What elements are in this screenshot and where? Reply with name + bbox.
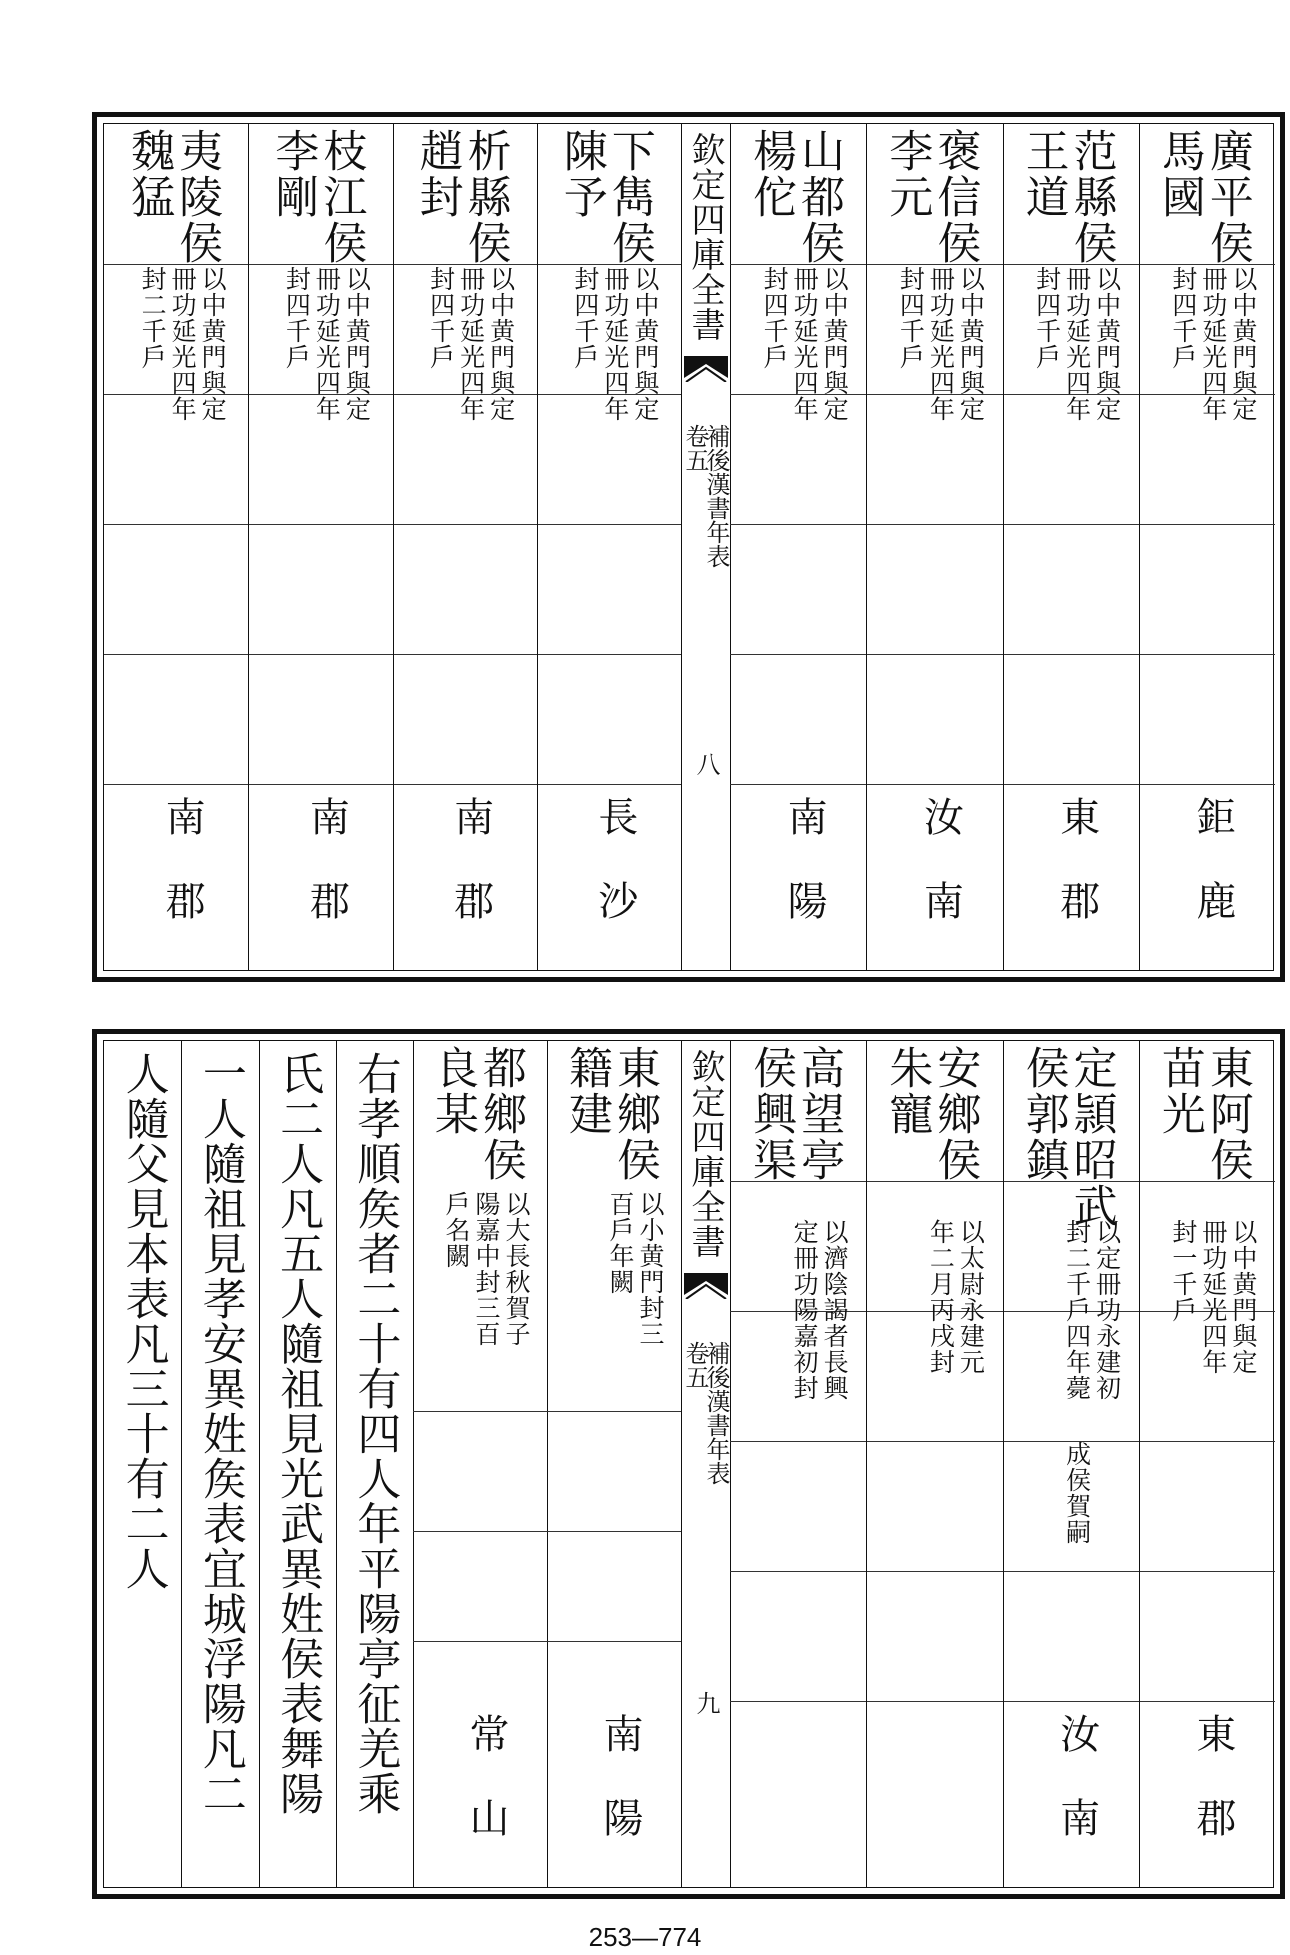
bottom-event-line: 定冊功陽嘉初封 xyxy=(790,1219,820,1401)
top-event-line: 冊功延光四年 xyxy=(1198,266,1228,422)
top-event-line: 封四千戶 xyxy=(1168,266,1198,370)
fish-tail-mark xyxy=(684,356,728,382)
spine-subtitle-b: 卷五 xyxy=(681,1341,709,1389)
spine-subtitle-a: 補後漢書年表 xyxy=(702,424,730,568)
bottom-event-line: 以小黄門封三 xyxy=(636,1191,665,1347)
summary-line: 人隨父見本表凡三十有二人 xyxy=(117,1051,169,1591)
bottom-row-rule xyxy=(413,1531,547,1532)
bottom-event-line: 年二月丙戌封 xyxy=(926,1219,956,1375)
top-column-rule xyxy=(1003,124,1004,970)
top-person-name: 魏猛 xyxy=(123,128,175,220)
top-event-line: 冊功延光四年 xyxy=(1062,266,1092,422)
bottom-person-name: 侯興渠 xyxy=(745,1045,797,1183)
top-commandery: 東郡 xyxy=(1053,796,1100,964)
top-person-name: 馬國 xyxy=(1153,128,1205,220)
top-page-frame xyxy=(92,112,1285,982)
spine-right-rule xyxy=(730,1041,731,1887)
top-event-line: 封四千戶 xyxy=(282,266,312,370)
top-event-line: 封四千戶 xyxy=(570,266,600,370)
bottom-event-line: 封一千戶 xyxy=(1168,1219,1198,1323)
bottom-column-rule xyxy=(866,1041,867,1887)
summary-line: 一人隨祖見孝安異姓矦表宜城浮陽凡二 xyxy=(194,1051,246,1816)
bottom-row-rule xyxy=(547,1411,681,1412)
top-person-name: 王道 xyxy=(1017,128,1069,220)
top-column-rule xyxy=(248,124,249,970)
bottom-fief-name: 定頴昭武 xyxy=(1065,1045,1117,1229)
top-fief-name: 山都侯 xyxy=(793,128,845,266)
top-person-name: 李元 xyxy=(881,128,933,220)
bottom-event-line: 以太尉永建元 xyxy=(956,1219,986,1375)
top-commandery: 鉅鹿 xyxy=(1189,796,1236,964)
top-event-line: 以中黄門與定 xyxy=(198,266,228,422)
spine-title: 欽定四庫全書 xyxy=(685,132,725,342)
bottom-commandery: 東郡 xyxy=(1189,1713,1236,1881)
bottom-person-name: 苗光 xyxy=(1153,1045,1205,1137)
top-person-name: 李剛 xyxy=(267,128,319,220)
spine-subtitle-a: 補後漢書年表 xyxy=(702,1341,730,1485)
top-event-line: 封二千戶 xyxy=(138,266,168,370)
bottom-event-line: 戶名闕 xyxy=(442,1191,471,1269)
spine-leaf-number: 九 xyxy=(692,1691,720,1715)
top-fief-name: 褒信侯 xyxy=(929,128,981,266)
summary-column-rule xyxy=(259,1041,260,1887)
top-column-rule xyxy=(537,124,538,970)
top-event-line: 以中黄門與定 xyxy=(820,266,850,422)
top-fief-name: 夷陵侯 xyxy=(171,128,223,266)
bottom-commandery: 南陽 xyxy=(597,1713,643,1881)
top-fief-name: 析縣侯 xyxy=(459,128,511,266)
bottom-grid xyxy=(104,1041,1273,1887)
summary-column-rule xyxy=(181,1041,182,1887)
top-event-line: 冊功延光四年 xyxy=(312,266,342,422)
top-page-inner-border xyxy=(103,123,1274,971)
bottom-event-line: 陽嘉中封三百 xyxy=(472,1191,501,1347)
bottom-commandery: 常山 xyxy=(463,1713,509,1881)
bottom-row-rule xyxy=(547,1641,681,1642)
bottom-event-line: 封二千戶四年薨 xyxy=(1062,1219,1092,1401)
bottom-column-rule xyxy=(1003,1041,1004,1887)
summary-column-rule xyxy=(336,1041,337,1887)
top-commandery: 南陽 xyxy=(781,796,828,964)
top-person-name: 楊佗 xyxy=(745,128,797,220)
bottom-event-line: 以濟陰謁者長興 xyxy=(820,1219,850,1401)
top-event-line: 以中黄門與定 xyxy=(342,266,372,422)
top-column-rule xyxy=(866,124,867,970)
top-fief-name: 下雋侯 xyxy=(603,128,655,266)
top-event-line: 封四千戶 xyxy=(426,266,456,370)
top-event-line: 冊功延光四年 xyxy=(790,266,820,422)
bottom-event-line: 百戶年闕 xyxy=(606,1191,635,1295)
top-fief-name: 廣平侯 xyxy=(1201,128,1253,266)
spine-right-rule xyxy=(730,124,731,970)
top-event-line: 封四千戶 xyxy=(896,266,926,370)
top-event-line: 冊功延光四年 xyxy=(600,266,630,422)
top-event-line: 以中黄門與定 xyxy=(486,266,516,422)
bottom-page-frame xyxy=(92,1029,1285,1899)
top-fief-name: 范縣侯 xyxy=(1065,128,1117,266)
bottom-column-rule xyxy=(547,1041,548,1887)
bottom-commandery: 汝南 xyxy=(1053,1713,1100,1881)
top-commandery: 南郡 xyxy=(303,796,350,964)
bottom-person-name: 籍建 xyxy=(561,1045,612,1137)
bottom-fief-name: 高望亭 xyxy=(793,1045,845,1183)
top-event-line: 冊功延光四年 xyxy=(456,266,486,422)
top-event-line: 封四千戶 xyxy=(1032,266,1062,370)
bottom-fief-name: 安鄉侯 xyxy=(929,1045,981,1183)
bottom-event-line: 以中黄門與定 xyxy=(1228,1219,1258,1375)
top-commandery: 南郡 xyxy=(159,796,206,964)
top-commandery: 長沙 xyxy=(591,796,638,964)
spine-left-rule xyxy=(681,1041,682,1887)
bottom-fief-name: 東阿侯 xyxy=(1201,1045,1253,1183)
fish-tail-mark xyxy=(684,1273,728,1299)
top-commandery: 汝南 xyxy=(917,796,964,964)
top-event-line: 封四千戶 xyxy=(760,266,790,370)
top-event-line: 以中黄門與定 xyxy=(1092,266,1122,422)
top-column-rule xyxy=(1139,124,1140,970)
top-event-line: 冊功延光四年 xyxy=(926,266,956,422)
spine-left-rule xyxy=(681,124,682,970)
top-fief-name: 枝江侯 xyxy=(315,128,367,266)
bottom-event-line: 冊功延光四年 xyxy=(1198,1219,1228,1375)
bottom-event-line: 以大長秋賀子 xyxy=(502,1191,531,1347)
top-event-line: 以中黄門與定 xyxy=(956,266,986,422)
summary-line: 右孝順矦者二十有四人年平陽亭征羌乘 xyxy=(349,1051,401,1816)
bottom-column-rule xyxy=(413,1041,414,1887)
top-column-rule xyxy=(393,124,394,970)
top-commandery: 南郡 xyxy=(447,796,494,964)
top-grid xyxy=(104,124,1273,970)
bottom-row-rule xyxy=(547,1531,681,1532)
bottom-fief-name: 都鄉侯 xyxy=(475,1045,526,1183)
page-number: 253—774 xyxy=(588,1922,702,1952)
bottom-person-name: 侯郭鎮 xyxy=(1017,1045,1069,1183)
top-person-name: 陳予 xyxy=(555,128,607,220)
spine-title: 欽定四庫全書 xyxy=(685,1049,725,1259)
bottom-event-extra: 成侯賀嗣 xyxy=(1062,1441,1092,1545)
summary-line: 氏二人凡五人隨祖見光武異姓侯表舞陽 xyxy=(272,1051,324,1816)
top-event-line: 以中黄門與定 xyxy=(630,266,660,422)
spine-leaf-number: 八 xyxy=(692,752,720,776)
spine-subtitle-b: 卷五 xyxy=(681,424,709,472)
bottom-row-rule xyxy=(413,1641,547,1642)
top-event-line: 冊功延光四年 xyxy=(168,266,198,422)
bottom-event-line: 以定冊功永建初 xyxy=(1092,1219,1122,1401)
bottom-row-rule xyxy=(413,1411,547,1412)
bottom-person-name: 良某 xyxy=(427,1045,478,1137)
top-person-name: 趙封 xyxy=(411,128,463,220)
bottom-page-inner-border xyxy=(103,1040,1274,1888)
bottom-column-rule xyxy=(1139,1041,1140,1887)
bottom-person-name: 朱寵 xyxy=(881,1045,933,1137)
top-event-line: 以中黄門與定 xyxy=(1228,266,1258,422)
bottom-fief-name: 東鄉侯 xyxy=(609,1045,660,1183)
